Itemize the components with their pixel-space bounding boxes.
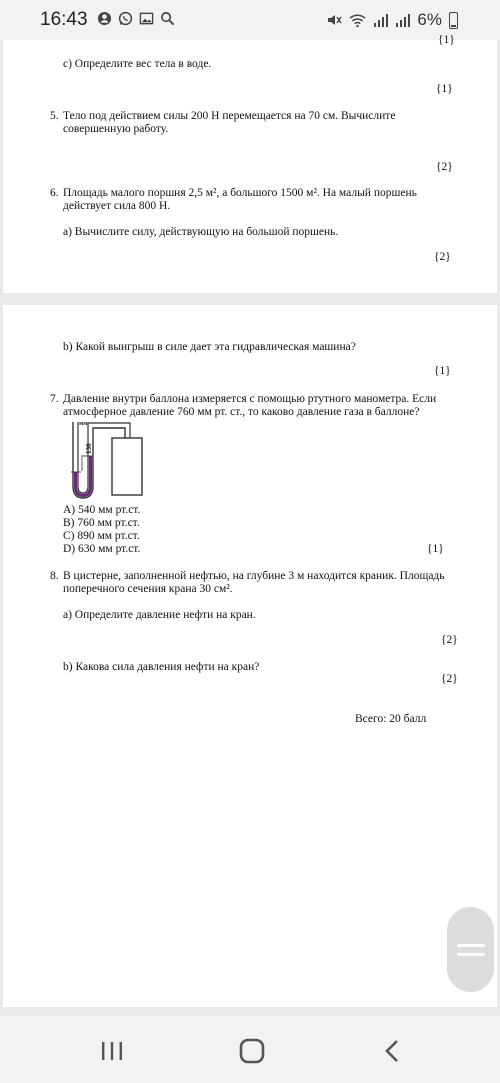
manometer-illustration xyxy=(65,418,147,500)
question-6-text-2: действует сила 800 Н. xyxy=(63,200,171,212)
question-8-text-1: В цистерне, заполненной нефтью, на глубине 3 м находится краник. Площадь xyxy=(63,570,445,582)
document-page-1 xyxy=(3,34,497,293)
search-icon xyxy=(160,11,175,26)
wifi-icon xyxy=(349,13,366,28)
status-bar xyxy=(0,0,500,40)
account-icon xyxy=(97,11,112,26)
diagram-height-label: 130 xyxy=(85,443,93,454)
question-6a-score: {2} xyxy=(434,251,451,263)
question-6b-score: {1} xyxy=(434,365,451,377)
system-icons xyxy=(326,10,458,30)
total-score: Всего: 20 балл xyxy=(355,713,427,725)
question-5-text-1: Тело под действием силы 200 Н перемещается на 70 см. Вычислите xyxy=(63,110,396,122)
question-8-number: 8. xyxy=(50,570,59,582)
whatsapp-icon xyxy=(118,11,133,26)
question-4c-score: {1} xyxy=(436,83,453,95)
question-7-option-b: B) 760 мм рт.ст. xyxy=(63,517,140,529)
question-8a: a) Определите давление нефти на кран. xyxy=(63,609,256,621)
recent-apps-button[interactable] xyxy=(97,1036,127,1066)
signal-icon-2 xyxy=(395,13,410,27)
manometer-diagram xyxy=(65,418,147,500)
question-7-score: {1} xyxy=(427,543,444,555)
partial-score: {1} xyxy=(438,34,455,46)
home-button[interactable] xyxy=(237,1036,267,1066)
question-7-option-d: D) 630 мм рт.ст. xyxy=(63,543,141,555)
question-5-text-2: совершенную работу. xyxy=(63,123,169,135)
navigation-bar xyxy=(0,1016,500,1083)
menu-line-icon xyxy=(457,944,485,947)
question-7-option-a: A) 540 мм рт.ст. xyxy=(63,504,141,516)
diagram-unit-label: мм xyxy=(79,421,88,427)
mute-icon xyxy=(326,12,342,28)
battery-icon xyxy=(449,12,458,29)
question-5-number: 5. xyxy=(50,110,59,122)
question-7-number: 7. xyxy=(50,393,59,405)
question-8b-score: {2} xyxy=(441,673,458,685)
question-8-text-2: поперечного сечения крана 30 см². xyxy=(63,583,233,595)
menu-line-icon xyxy=(457,953,485,956)
back-icon xyxy=(382,1039,402,1063)
question-8b: b) Какова сила давления нефти на кран? xyxy=(63,661,260,673)
battery-percent: 6% xyxy=(417,10,442,29)
question-6b: b) Какой выигрыш в силе дает эта гидравлическая машина? xyxy=(63,341,356,353)
question-6-text-1: Площадь малого поршня 2,5 м², а большого 1500 м². На малый поршень xyxy=(63,187,417,199)
question-7-option-c: C) 890 мм рт.ст. xyxy=(63,530,140,542)
signal-icon xyxy=(373,13,388,27)
status-time: 16:43 xyxy=(40,9,88,30)
back-button[interactable] xyxy=(377,1036,407,1066)
question-7-text-1: Давление внутри баллона измеряется с помощью ртутного манометра. Если xyxy=(63,393,437,405)
document-page-2 xyxy=(3,305,497,1007)
question-4c: c) Определите вес тела в воде. xyxy=(63,58,212,70)
question-8a-score: {2} xyxy=(441,634,458,646)
notification-icons xyxy=(97,11,175,26)
question-6a: a) Вычислите силу, действующую на большой поршень. xyxy=(63,226,339,238)
floating-menu-button[interactable] xyxy=(447,907,494,992)
home-icon xyxy=(238,1037,266,1065)
question-7-text-2: атмосферное давление 760 мм рт. ст., то каково давление газа в баллоне? xyxy=(63,406,420,418)
recent-apps-icon xyxy=(100,1040,124,1062)
question-5-score: {2} xyxy=(436,161,453,173)
question-6-number: 6. xyxy=(50,187,59,199)
gallery-icon xyxy=(139,11,154,26)
